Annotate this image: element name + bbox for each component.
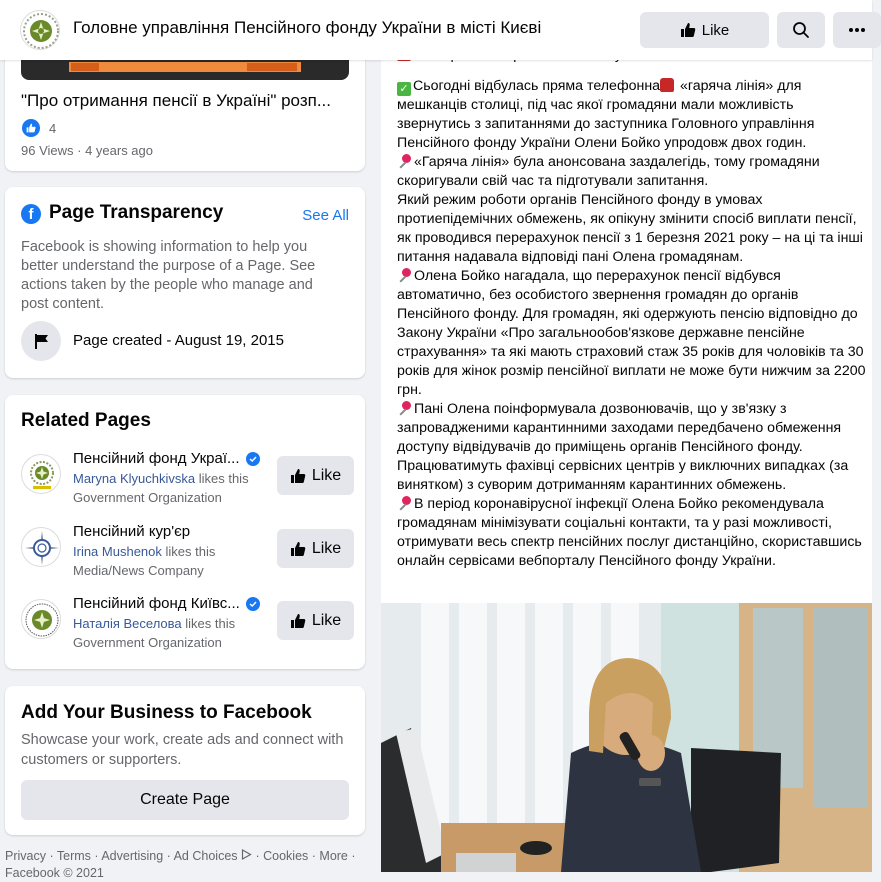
- friend-name-link[interactable]: Irina Mushenok: [73, 544, 162, 559]
- verified-badge-icon: [246, 597, 260, 611]
- friend-name-link[interactable]: Наталія Веселова: [73, 616, 182, 631]
- pushpin-emoji-icon: [397, 400, 412, 415]
- see-all-link[interactable]: See All: [302, 207, 349, 224]
- transparency-description: Facebook is showing information to help you better understand the purpose of a Page. See actions taken by the people who manage and post content.: [21, 239, 316, 312]
- page-header: [0, 0, 872, 60]
- check-mark-emoji-icon: ✓: [397, 82, 411, 96]
- related-page-item: [21, 595, 351, 661]
- facebook-icon: f: [21, 204, 41, 224]
- friend-likes-text: Maryna Klyuchkivska likes this: [73, 471, 249, 486]
- related-pages-title: Related Pages: [21, 410, 151, 431]
- video-reactions[interactable]: [22, 119, 56, 137]
- related-page-name[interactable]: Пенсійний фонд Украї...: [73, 450, 260, 467]
- verified-badge-icon: [246, 452, 260, 466]
- related-page-name[interactable]: Пенсійний кур'єр: [73, 523, 191, 540]
- video-caption-strip: [69, 62, 301, 72]
- office-photo-illustration: [381, 603, 872, 872]
- footer-privacy-link[interactable]: Privacy: [5, 849, 46, 863]
- footer-links: Privacy · Terms · Advertising · Ad Choices · Cookies · More · Facebook © 2021: [5, 848, 365, 882]
- post-photo[interactable]: [381, 603, 872, 872]
- like-related-page-button[interactable]: Like: [277, 456, 354, 495]
- video-title[interactable]: "Про отримання пенсії в Україні" розп...: [21, 91, 331, 110]
- more-options-button[interactable]: [833, 12, 881, 48]
- post-paragraph: Пані Олена поінформувала дозвонювачів, що у зв'язку з запровадженими карантинними заходами передбачено обмеження доступу відвідувачів до приміщень органів Пенсійного фонду. Працюватимуть фахівці сервісних центрів у виключних випадках (за винятком) з суворим дотриманням карантинних обмежень.: [397, 401, 849, 493]
- flag-icon: [32, 332, 50, 350]
- like-label: Like: [701, 21, 730, 39]
- footer-terms-link[interactable]: Terms: [56, 849, 91, 863]
- related-page-avatar[interactable]: [21, 454, 61, 494]
- pushpin-emoji-icon: [397, 495, 412, 510]
- related-page-name[interactable]: Пенсійний фонд Київс...: [73, 595, 260, 612]
- like-related-page-button[interactable]: Like: [277, 601, 354, 640]
- footer-cookies-link[interactable]: Cookies: [263, 849, 309, 863]
- thumbs-up-icon: [680, 22, 696, 38]
- add-business-description: Showcase your work, create ads and connect with customers or supporters.: [21, 732, 344, 768]
- page-title: Головне управління Пенсійного фонду України в місті Києві: [73, 18, 542, 37]
- page-category: Media/News Company: [73, 563, 204, 578]
- video-meta: 96 Views · 4 years ago: [21, 143, 153, 158]
- pension-fund-logo-icon: [22, 455, 62, 495]
- related-page-item: [21, 523, 351, 589]
- search-icon: [792, 21, 810, 39]
- page-transparency-card: [5, 187, 365, 378]
- post-content: [381, 0, 872, 872]
- footer-more-link[interactable]: More: [319, 849, 348, 863]
- friend-likes-text: Irina Mushenok likes this: [73, 544, 216, 559]
- footer-advertising-link[interactable]: Advertising: [101, 849, 164, 863]
- transparency-title: Page Transparency: [49, 202, 224, 223]
- flag-icon-circle: [21, 321, 61, 361]
- footer-adchoices-link[interactable]: Ad Choices: [174, 849, 252, 863]
- reaction-count: 4: [49, 120, 57, 136]
- adchoices-icon: [241, 849, 252, 860]
- thumbs-up-icon: [290, 541, 306, 557]
- post-paragraph: Який режим роботи органів Пенсійного фонду в умовах протиепідемічних обмежень, як опікуну змінити спосіб виплати пенсії, як проводився перерахунок пенсії з 1 березня 2021 року – на ці та інші питання надавала відповіді пані Олена громадянам.: [397, 192, 863, 265]
- page-avatar[interactable]: [20, 10, 60, 50]
- post-body: [397, 77, 867, 571]
- add-business-title: Add Your Business to Facebook: [21, 702, 312, 723]
- pension-fund-logo-icon: [21, 11, 61, 51]
- related-pages-card: [5, 395, 365, 669]
- friend-likes-text: Наталія Веселова likes this: [73, 616, 236, 631]
- page-created-date: Page created - August 19, 2015: [73, 332, 284, 349]
- create-page-button[interactable]: Create Page: [21, 780, 349, 820]
- post-paragraph: В період коронавірусної інфекції Олена Бойко рекомендувала громадянам мінімізувати соціальні контакти, та у разі можливості, отримувати весь спектр пенсійних послуг дистанційно, скориставшись онлайн сервісами вебпорталу Пенсійного фонду України.: [397, 496, 862, 569]
- page-category: Government Organization: [73, 635, 222, 650]
- post-paragraph: ✓ Сьогодні відбулась пряма телефонна «гаряча лінія» для мешканців столиці, під час якої громадяни мали можливість звернутись з запитаннями до заступника Головного управління Пенсійного фонду України Олени Бойко упродовж двох годин.: [397, 78, 815, 151]
- compass-logo-icon: [22, 528, 62, 568]
- pushpin-emoji-icon: [397, 153, 412, 168]
- friend-name-link[interactable]: Maryna Klyuchkivska: [73, 471, 196, 486]
- thumbs-up-icon: [290, 468, 306, 484]
- related-page-avatar[interactable]: [21, 527, 61, 567]
- telephone-emoji-icon: [660, 78, 674, 92]
- like-page-button[interactable]: [640, 12, 769, 48]
- related-page-item: [21, 450, 351, 516]
- add-business-card: [5, 686, 365, 835]
- more-icon: [849, 28, 865, 32]
- post-paragraph: Олена Бойко нагадала, що перерахунок пенсії відбувся автоматично, без особистого звернення громадян до органів Пенсійного фонду. Для громадян, які одержують пенсію відповідно до Закону України «Про загальнообов'язкове державне пенсійне страхування» та які мають страховий стаж 35 років для чоловіків та 30 років для жінок розмір пенсійної виплати не може бути нижчим за 2200 грн.: [397, 268, 866, 398]
- thumbs-up-icon: [290, 613, 306, 629]
- post-paragraph: «Гаряча лінія» була анонсована заздалегідь, тому громадяни скоригували свій час та підготували запитання.: [397, 154, 820, 189]
- like-related-page-button[interactable]: Like: [277, 529, 354, 568]
- pushpin-emoji-icon: [397, 267, 412, 282]
- like-reaction-icon: [22, 119, 40, 137]
- page-category: Government Organization: [73, 490, 222, 505]
- footer-copyright: Facebook © 2021: [5, 866, 104, 880]
- pension-fund-kyiv-logo-icon: [22, 600, 62, 640]
- related-page-avatar[interactable]: [21, 599, 61, 639]
- search-button[interactable]: [777, 12, 825, 48]
